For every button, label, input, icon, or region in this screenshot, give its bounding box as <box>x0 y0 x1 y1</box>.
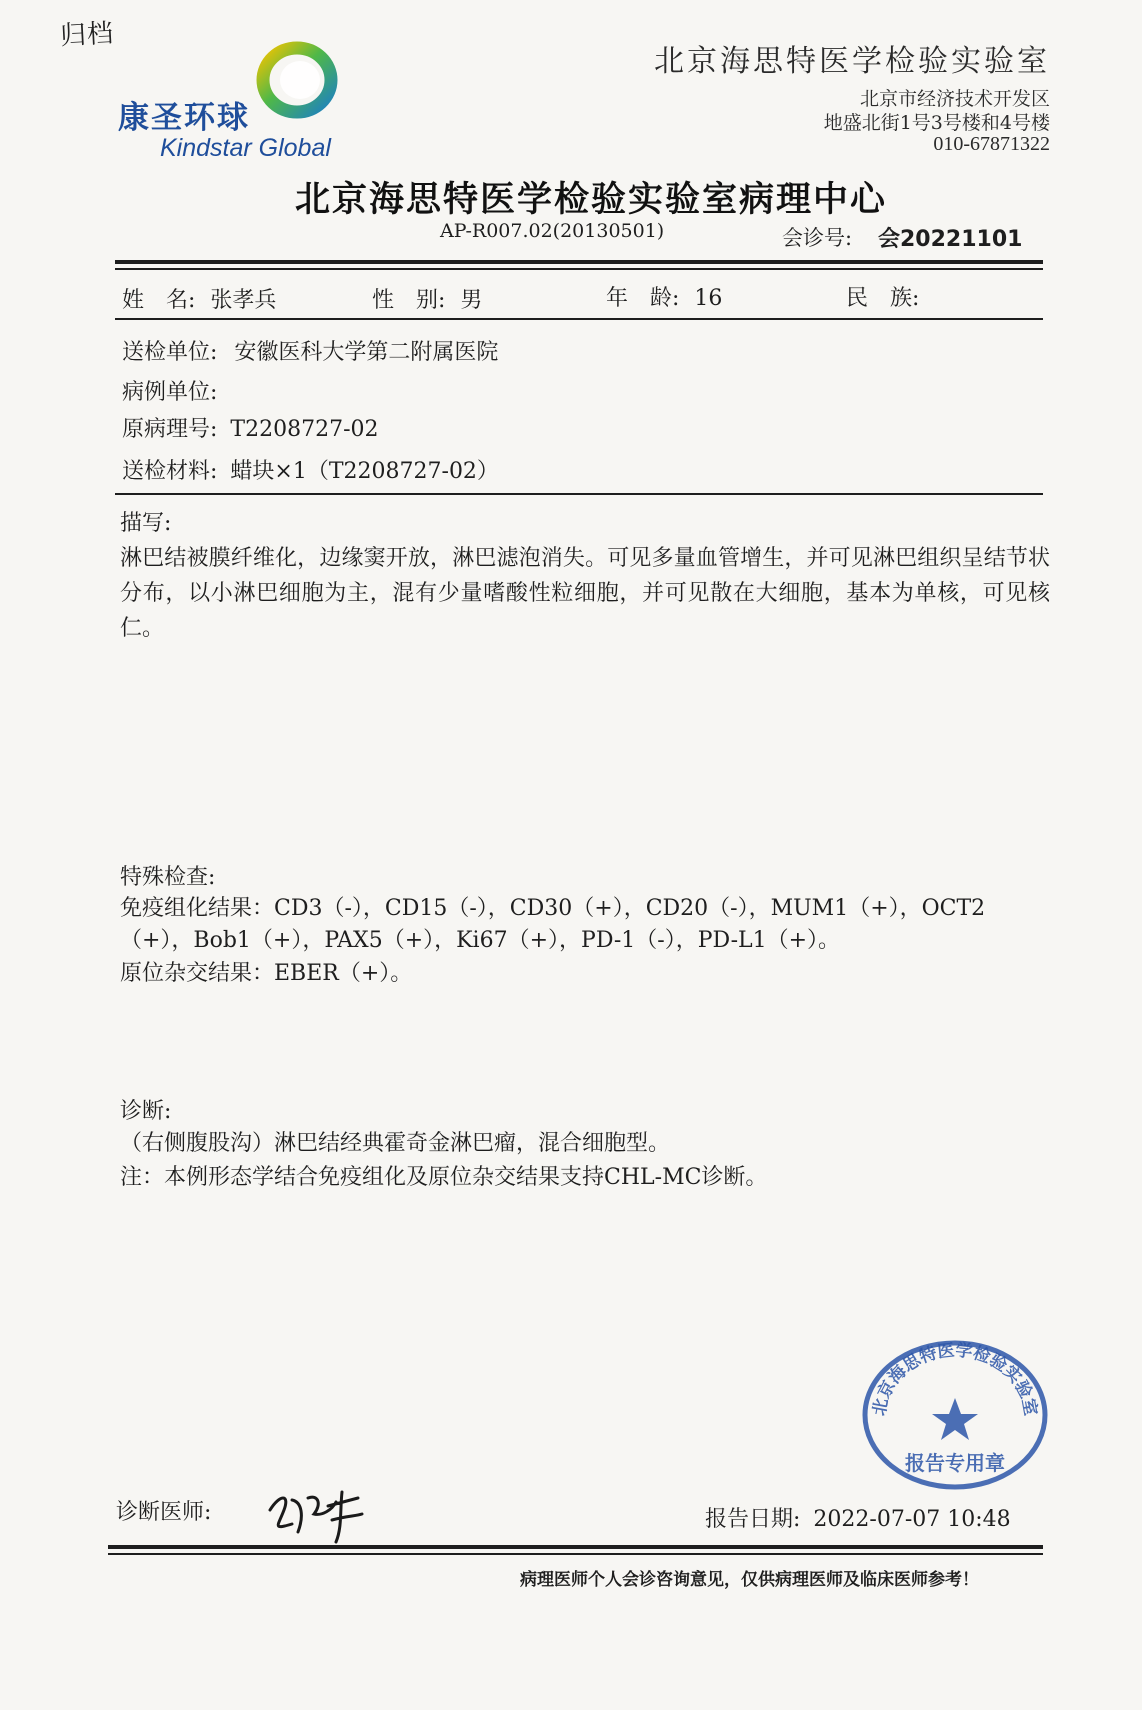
case-unit-field <box>122 375 217 406</box>
submission-divider <box>115 493 1043 495</box>
material: 蜡块×1（T2208727-02） <box>230 459 499 484</box>
patient-name: 张孝兵 <box>210 288 277 313</box>
patient-divider <box>115 318 1043 320</box>
doctor-signature-icon <box>262 1480 372 1550</box>
consult-number-value: 会20221101 <box>878 227 1023 252</box>
svg-text:报告专用章: 报告专用章 <box>905 1451 1005 1475</box>
patient-sex-label: 性 别: <box>372 288 446 313</box>
svg-text:北京海思特医学检验实验室: 北京海思特医学检验实验室 <box>869 1340 1041 1418</box>
report-date-label: 报告日期: <box>705 1507 801 1532</box>
ihc-result-line1: 免疫组化结果：CD3（-），CD15（-），CD30（+），CD20（-），MUM1（+），OCT2 <box>120 896 986 921</box>
lab-name: 北京海思特医学检验实验室 <box>654 44 1050 79</box>
footer-disclaimer: 病理医师个人会诊咨询意见，仅供病理医师及临床医师参考！ <box>520 1570 979 1590</box>
logo-english-name: Kindstar Global <box>160 134 331 162</box>
footer-divider-thick <box>108 1545 1043 1549</box>
diagnosis-note: 注：本例形态学结合免疫组化及原位杂交结果支持CHL-MC诊断。 <box>120 1165 768 1190</box>
consult-number-label: 会诊号: <box>782 226 853 250</box>
logo-chinese-name: 康圣环球 <box>118 100 250 136</box>
patient-sex-field <box>372 283 482 314</box>
diagnosis-line1: （右侧腹股沟）淋巴结经典霍奇金淋巴瘤，混合细胞型。 <box>120 1131 671 1156</box>
doctor-label: 诊断医师: <box>116 1500 212 1525</box>
header-divider-thick <box>115 260 1043 264</box>
patient-name-label: 姓 名: <box>122 288 196 313</box>
ihc-result-line2: （+），Bob1（+），PAX5（+），Ki67（+），PD-1（-），PD-L1（+）。 <box>120 928 841 953</box>
footer-divider-thin <box>108 1553 1043 1555</box>
lab-phone: 010-67871322 <box>933 133 1050 155</box>
diagnosis-label: 诊断: <box>120 1099 172 1124</box>
patient-ethnicity-field <box>846 281 919 312</box>
patient-age-label: 年 龄: <box>606 286 680 311</box>
lab-address-line2: 地盛北街1号3号楼和4号楼 <box>823 112 1050 134</box>
form-code: AP-R007.02(20130501) <box>440 220 665 242</box>
patient-ethnicity-label: 民 族: <box>846 286 920 311</box>
orig-pathology-no-label: 原病理号: <box>122 417 218 442</box>
handwritten-archive-note: 归档 <box>59 18 115 52</box>
patient-age: 16 <box>694 286 723 311</box>
patient-age-field <box>606 281 722 312</box>
header-divider-thin <box>115 268 1043 270</box>
orig-pathology-no: T2208727-02 <box>230 417 379 442</box>
patient-sex: 男 <box>460 288 483 313</box>
report-seal-stamp-icon <box>855 1330 1055 1490</box>
material-label: 送检材料: <box>122 459 218 484</box>
patient-name-field <box>122 283 276 314</box>
lab-address-line1: 北京市经济技术开发区 <box>859 88 1050 110</box>
report-date-field <box>705 1502 1011 1533</box>
description-text: 淋巴结被膜纤维化，边缘窦开放，淋巴滤泡消失。可见多量血管增生，并可见淋巴组织呈结节状分布，以小淋巴细胞为主，混有少量嗜酸性粒细胞，并可见散在大细胞，基本为单核，可见核仁。 <box>120 546 1050 641</box>
case-unit-label: 病例单位: <box>122 380 218 405</box>
material-field <box>122 454 499 485</box>
description-label: 描写: <box>120 511 172 536</box>
submit-unit-label: 送检单位: <box>122 340 218 365</box>
report-date: 2022-07-07 10:48 <box>813 1507 1011 1532</box>
ish-result: 原位杂交结果：EBER（+）。 <box>120 961 413 986</box>
submit-unit: 安徽医科大学第二附属医院 <box>234 340 499 365</box>
special-exam-label: 特殊检查: <box>120 865 216 890</box>
document-title: 北京海思特医学检验实验室病理中心 <box>294 180 887 220</box>
submit-unit-field <box>122 335 498 366</box>
orig-pathology-no-field <box>122 412 379 443</box>
